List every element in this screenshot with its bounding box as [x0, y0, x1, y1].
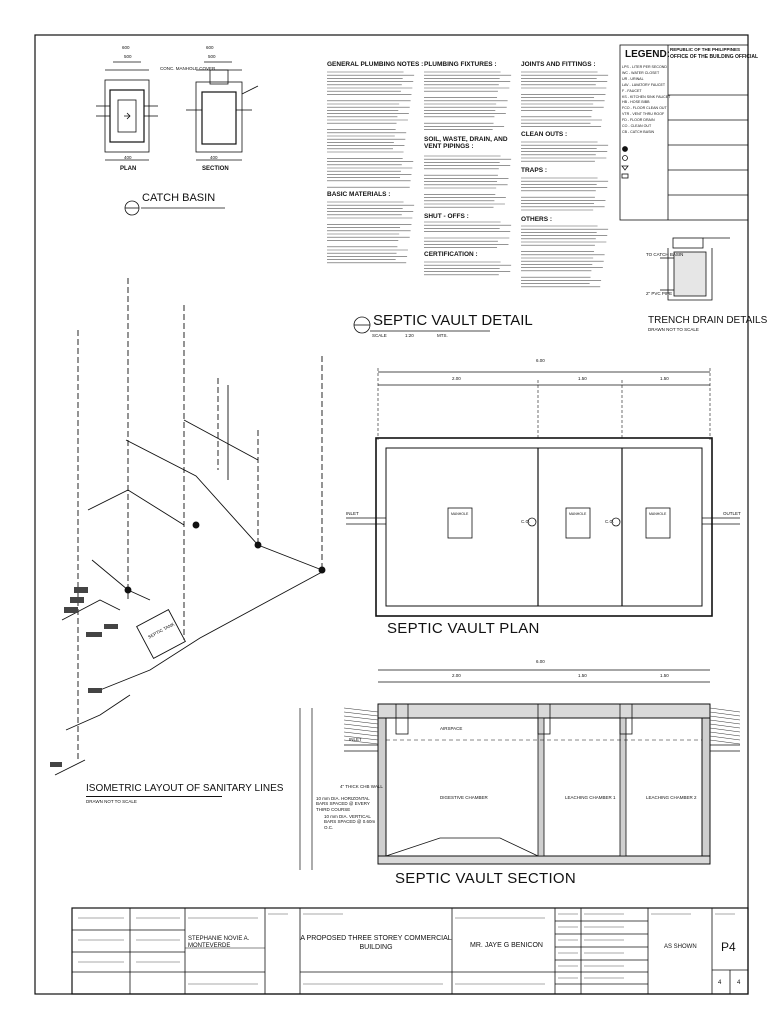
legend-item: CB - CATCH BASIN — [622, 129, 655, 134]
trench-label-1: TO CATCH BASIN — [646, 252, 684, 257]
legend-item: LPS - LITER PER SECOND — [622, 65, 667, 69]
septic-section-title: SEPTIC VAULT SECTION — [395, 870, 577, 887]
catch-basin-section — [186, 62, 258, 160]
notes-fixtures-heading: PLUMBING FIXTURES : — [424, 61, 497, 68]
stamp-line-2: OFFICE OF THE BUILDING OFFICIAL — [670, 54, 759, 60]
plan-dim-1: 2.00 — [452, 376, 461, 381]
septic-detail-title: SEPTIC VAULT DETAIL — [373, 312, 533, 329]
legend-item: FCO - FLOOR CLEAN OUT — [622, 106, 667, 111]
cb-dim-top-3: 600 — [206, 45, 214, 50]
section-dim-overall: 6.00 — [536, 659, 545, 664]
section-dim-1: 2.00 — [452, 673, 461, 678]
isometric-title: ISOMETRIC LAYOUT OF SANITARY LINES — [86, 783, 284, 794]
plan-co-2: C.O. — [605, 519, 615, 524]
tb-designer: STEPHANIE NOVIE A. MONTEVERDE — [188, 936, 250, 949]
section-dim-2: 1.50 — [578, 673, 587, 678]
septic-detail-scale-value: 1:20 — [405, 333, 414, 338]
notes-soil-heading: SOIL, WASTE, DRAIN, AND VENT PIPINGS : — [424, 136, 508, 151]
tb-sheet-total: 4 — [737, 980, 741, 986]
plan-manhole-3: MANHOLE — [649, 512, 667, 516]
legend-item: CO - CLEAN OUT — [622, 124, 652, 128]
catch-basin-title: CATCH BASIN — [142, 192, 216, 204]
legend-item: KS - KITCHEN SINK FAUCET — [622, 94, 671, 99]
cb-section-label: SECTION — [202, 166, 229, 172]
notes-joints-heading: JOINTS AND FITTINGS : — [521, 61, 596, 68]
septic-detail-scale-label: SCALE — [372, 333, 387, 338]
cb-dim-top-4: 500 — [208, 54, 216, 59]
cb-dim-bottom-2: 400 — [210, 155, 218, 160]
section-chamber-1: DIGESTIVE CHAMBER — [440, 795, 488, 800]
plan-manhole-2: MANHOLE — [569, 512, 587, 516]
trench-label-2: 2" PVC PIPE — [646, 291, 673, 296]
legend-item: VTR - VENT THRU ROOF — [622, 112, 665, 117]
notes-traps-heading: TRAPS : — [521, 167, 547, 174]
cb-plan-label: PLAN — [120, 166, 137, 172]
section-bar-note-1: 10 mm DIA. HORIZONTAL BARS SPACED @ EVERY THIRD COURSE — [316, 796, 370, 812]
notes-others-heading: OTHERS : — [521, 216, 553, 223]
plan-dim-3: 1.50 — [660, 376, 669, 381]
plan-outlet-label: OUTLET — [723, 511, 741, 516]
legend-item: HB - HOSE BIBB — [622, 100, 650, 105]
septic-vault-section — [300, 670, 740, 870]
section-airspace: AIRSPACE — [440, 726, 463, 731]
plan-manhole-1: MANHOLE — [451, 512, 469, 516]
notes-shutoffs-heading: SHUT - OFFS : — [424, 213, 469, 220]
plan-dim-2: 1.50 — [578, 376, 587, 381]
cb-dim-bottom-1: 400 — [124, 155, 132, 160]
legend-item: WC - WATER CLOSET — [622, 70, 660, 75]
legend-item: F - FAUCET — [622, 88, 642, 93]
section-bar-note-2: 10 mm DIA. VERTICAL BARS SPACED @ 0.60m O.C. — [324, 814, 376, 830]
cb-dim-top-1: 600 — [122, 45, 130, 50]
stamp-line-1: REPUBLIC OF THE PHILIPPINES — [670, 47, 741, 52]
section-dim-3: 1.50 — [660, 673, 669, 678]
catch-basin-plan — [96, 62, 158, 160]
trench-title: TRENCH DRAIN DETAILS — [648, 315, 768, 326]
tb-scale: AS SHOWN — [664, 944, 697, 950]
legend-title: LEGEND: — [625, 49, 670, 60]
septic-plan-title: SEPTIC VAULT PLAN — [387, 620, 540, 637]
plan-inlet-label: INLET — [346, 511, 359, 516]
tb-project: A PROPOSED THREE STOREY COMMERCIAL BUILDING — [300, 935, 452, 951]
trench-subtitle: DRAWN NOT TO SCALE — [648, 327, 699, 332]
section-wall-note: 4" THICK CHB WALL — [340, 784, 383, 789]
section-inlet: INLET — [349, 737, 362, 742]
notes-general-heading: GENERAL PLUMBING NOTES : — [327, 61, 424, 68]
plan-dim-overall: 6.00 — [536, 358, 545, 363]
notes-certification-heading: CERTIFICATION : — [424, 251, 478, 258]
section-chamber-3: LEACHING CHAMBER 2 — [646, 795, 697, 800]
legend-item: LAV - LAVATORY FAUCET — [622, 82, 666, 87]
cb-dim-top-2: 500 — [124, 54, 132, 59]
iso-tank-label: SEPTIC TANK — [147, 621, 176, 640]
cb-cover-note: CONC. MANHOLE COVER — [160, 66, 216, 71]
plan-co-1: C.O. — [521, 519, 531, 524]
isometric-title-underline — [86, 796, 222, 797]
section-chamber-2: LEACHING CHAMBER 1 — [565, 795, 616, 800]
tb-owner: MR. JAYE G BENICON — [470, 942, 543, 949]
isometric-pipes — [55, 278, 325, 775]
tb-sheet-no: 4 — [718, 980, 722, 986]
septic-detail-scale-unit: MTS. — [437, 333, 448, 338]
legend-item: UR - URINAL — [622, 76, 644, 81]
isometric-dense-labels — [50, 587, 118, 767]
tb-sheet-code: P4 — [721, 940, 736, 954]
notes-materials-heading: BASIC MATERIALS : — [327, 191, 391, 198]
notes-cleanouts-heading: CLEAN OUTS : — [521, 131, 568, 138]
legend-item: FD - FLOOR DRAIN — [622, 118, 655, 123]
isometric-subtitle: DRAWN NOT TO SCALE — [86, 799, 137, 804]
septic-vault-plan — [346, 368, 740, 616]
